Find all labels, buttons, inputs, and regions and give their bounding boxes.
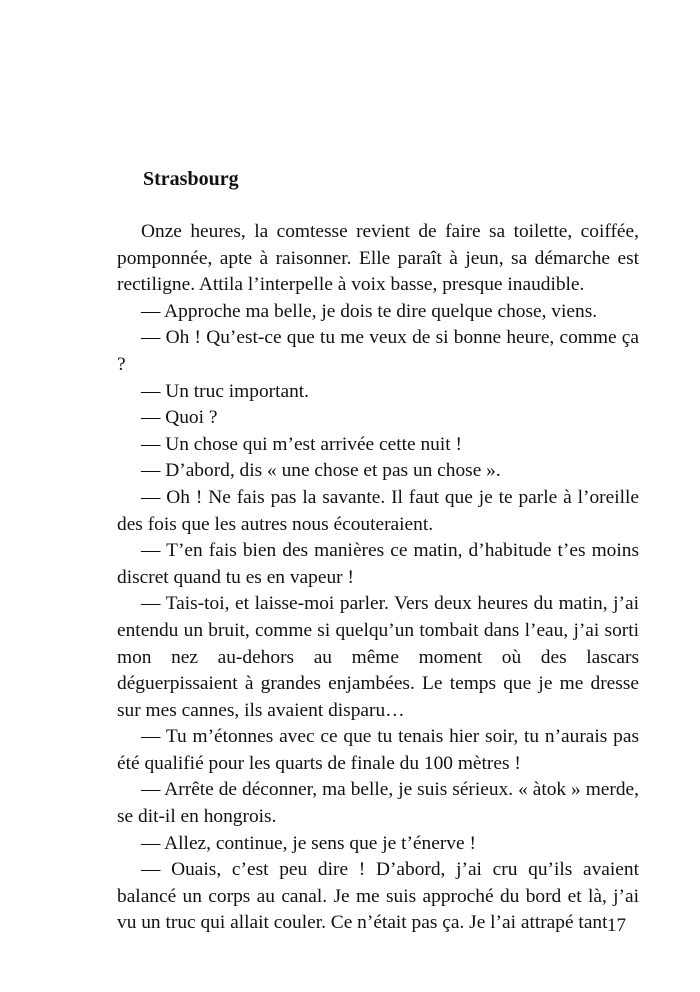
paragraph: — D’abord, dis « une chose et pas un chose ». [141,460,501,482]
paragraph: — Allez, continue, je sens que je t’énerve ! [141,832,476,854]
paragraph: Onze heures, la comtesse revient de faire sa toilette, coiffée, pomponnée, apte à raisonner. Elle paraît à jeun, sa démarche est rectiligne. Attila l’interpelle à voix basse, presque inaudible. [117,221,639,296]
paragraph: — Approche ma belle, je dois te dire quelque chose, viens. [141,300,598,322]
page-number: 17 [607,915,626,936]
paragraph: — T’en fais bien des manières ce matin, d’habitude t’es moins discret quand tu es en vapeur ! [117,540,639,588]
paragraph: — Tu m’étonnes avec ce que tu tenais hier soir, tu n’aurais pas été qualifié pour les quarts de finale du 100 mètres ! [117,726,639,774]
paragraph: — Un truc important. [141,380,310,402]
paragraph: — Arrête de déconner, ma belle, je suis sérieux. « àtok » merde, se dit-il en hongrois. [117,779,639,828]
body-text [117,219,639,937]
paragraph: — Oh ! Qu’est-ce que tu me veux de si bonne heure, comme ça ? [117,327,639,375]
paragraph: — Quoi ? [141,407,218,429]
paragraph: — Ouais, c’est peu dire ! D’abord, j’ai cru qu’ils avaient balancé un corps au canal. Je me suis approché du bord et là, j’ai vu un truc qui allait couler. Ce n’était pas ça. Je l’ai attrapé tant [117,859,639,934]
paragraph: — Tais-toi, et laisse-moi parler. Vers deux heures du matin, j’ai entendu un bruit, comme si quelqu’un tombait dans l’eau, j’ai sorti mon nez au-dehors au même moment où des lascars déguerpissaient à grandes enjambées. Le temps que je me dresse sur mes cannes, ils avaient disparu… [117,593,639,721]
paragraph: — Oh ! Ne fais pas la savante. Il faut que je te parle à l’oreille des fois que les autres nous écouteraient. [117,486,639,535]
chapter-heading: Strasbourg [143,168,239,190]
paragraph: — Un chose qui m’est arrivée cette nuit ! [141,433,462,455]
